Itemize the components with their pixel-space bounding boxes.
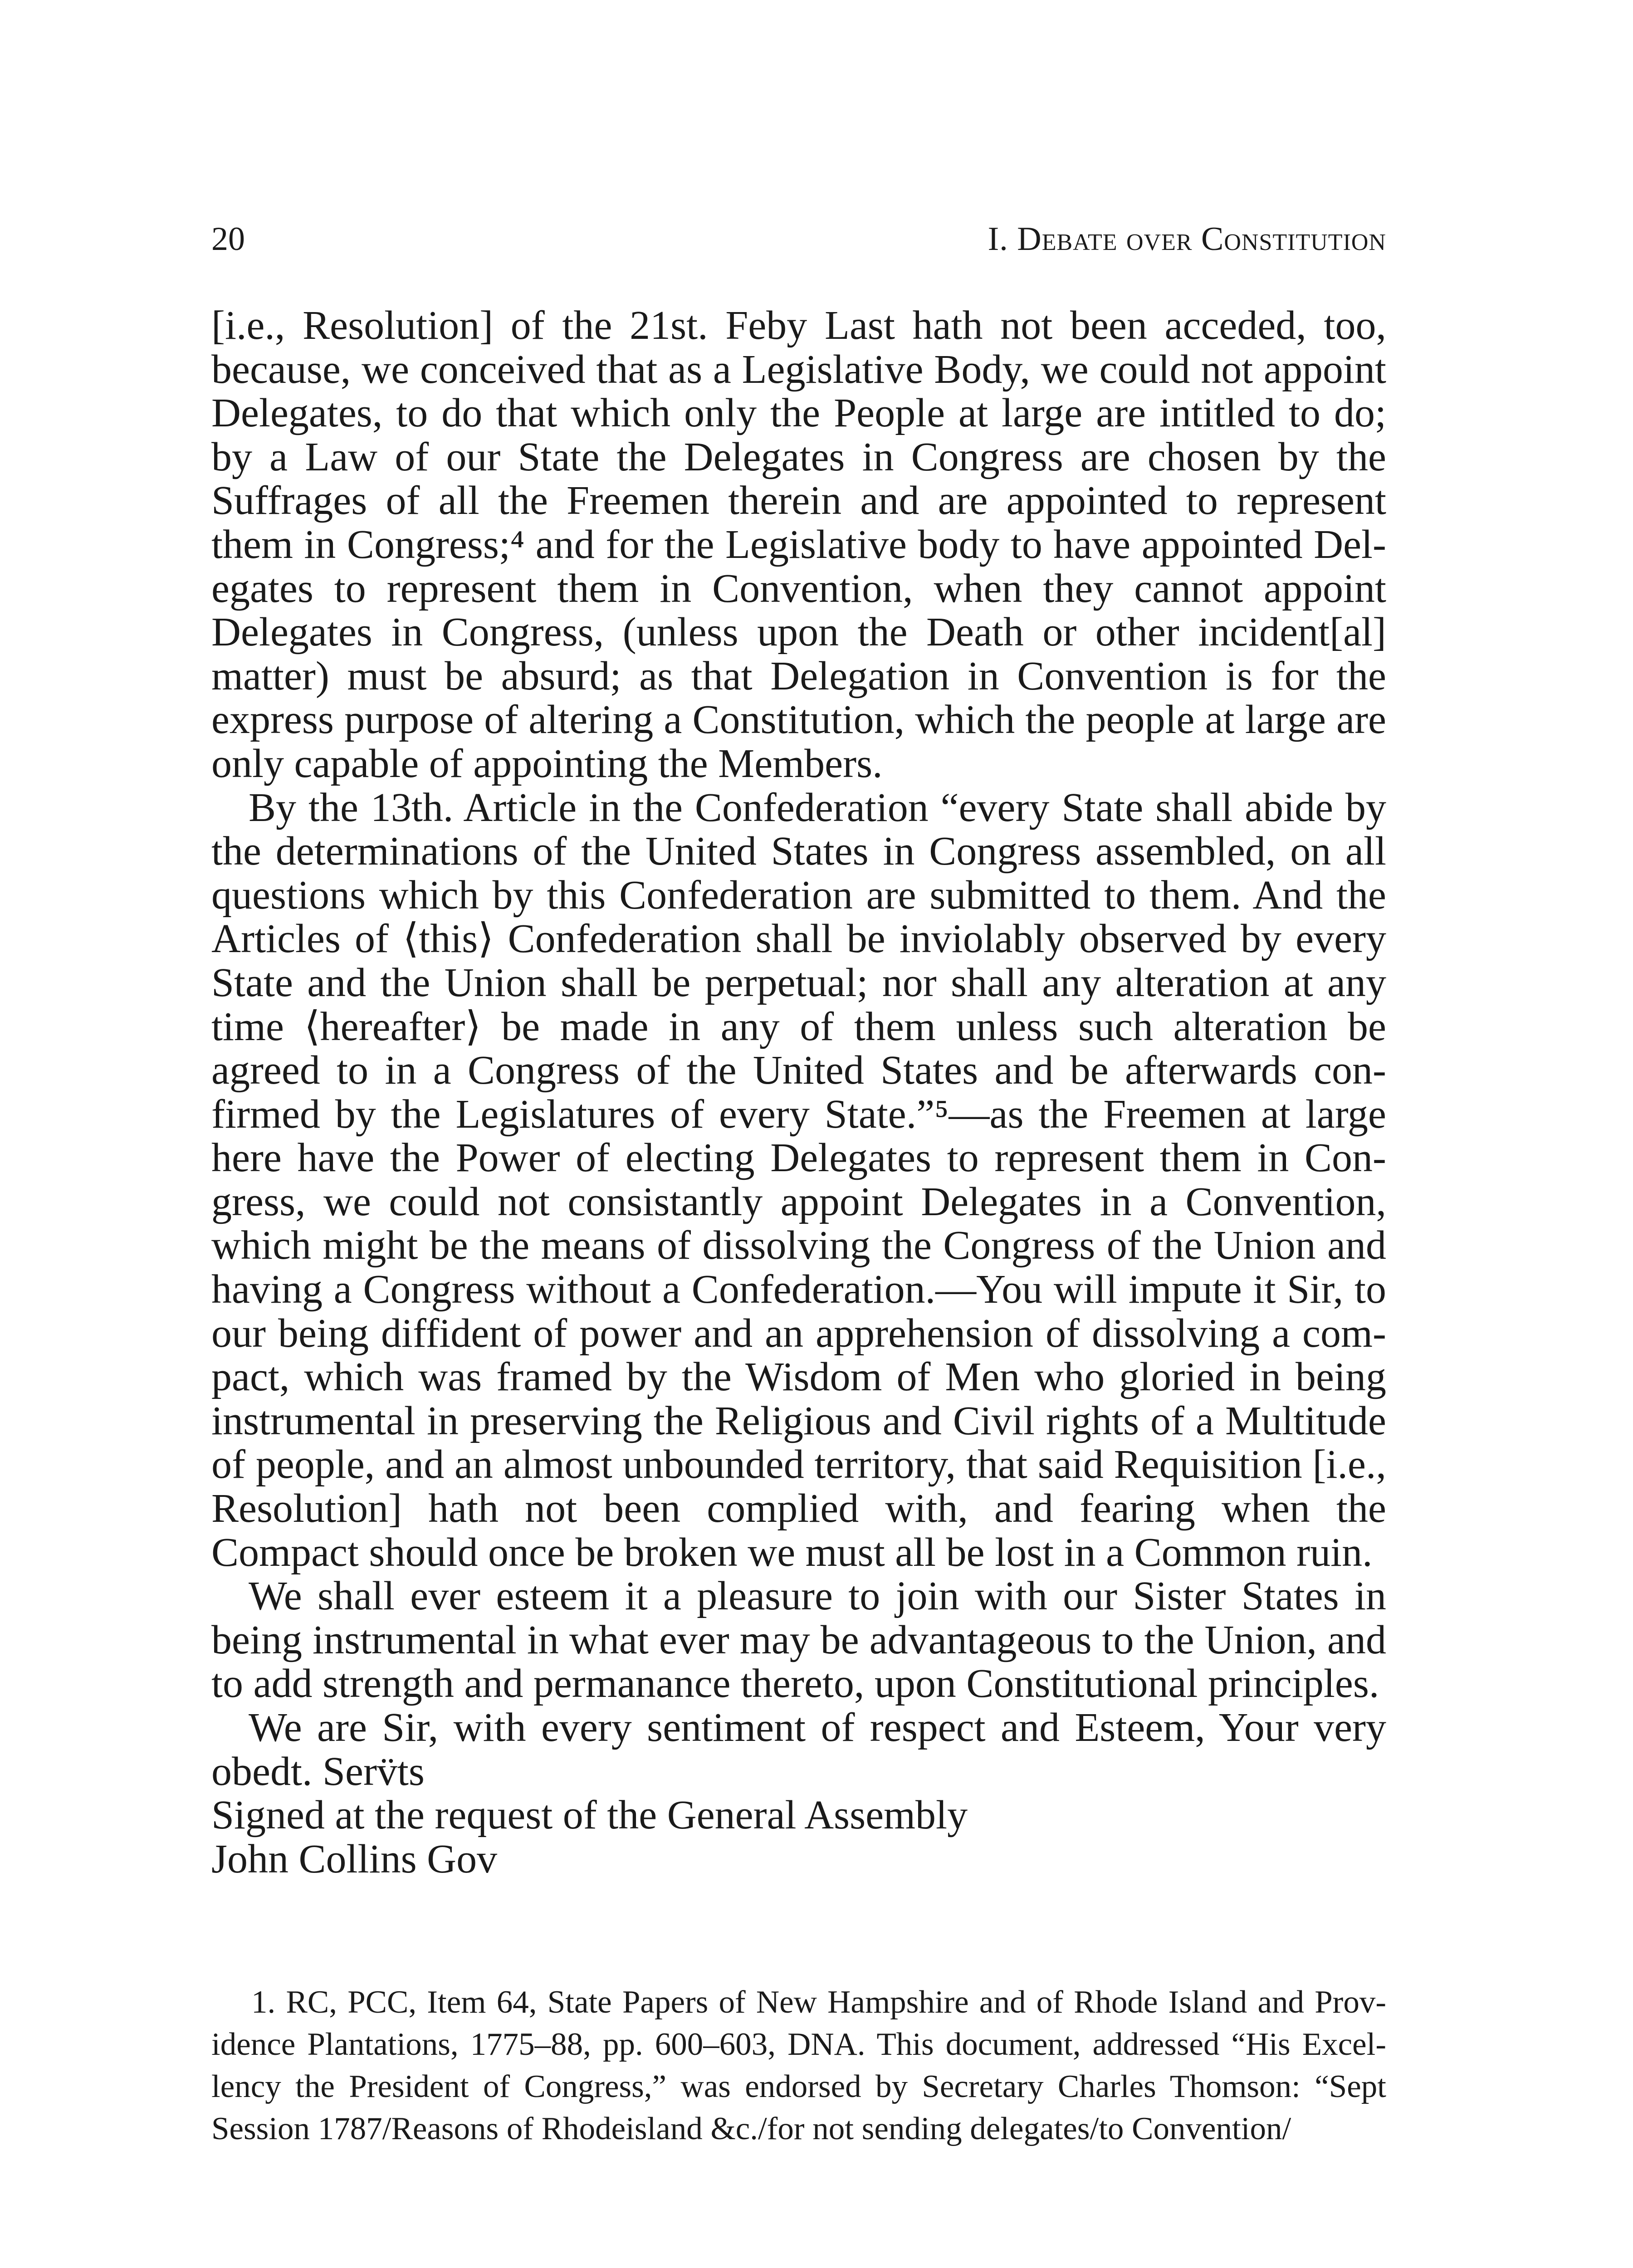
letter-body [211,304,1386,1881]
body-paragraph-3: We shall ever esteem it a pleasure to join with our Sister States in being instrumental in what ever may be advantageous to the Union, and to add strength and permanance thereto, upon Constitutional principles. [211,1574,1386,1706]
footnotes [211,1981,1386,2150]
signature-line-assembly: Signed at the request of the General Assembly [211,1793,968,1838]
running-head [211,214,1386,264]
footnote-1: 1. RC, PCC, Item 64, State Papers of New Hampshire and of Rhode Island and Providence Plantations, 1775–88, pp. 600–603, DNA. This document, addressed “His Excellency the President of Congress,” was endorsed by Secretary Charles Thomson: “Sept Session 1787/Reasons of Rhodeisland &c./for not sending delegates/to Convention/ [211,1984,1386,2146]
body-paragraph-2: By the 13th. Article in the Confederation “every State shall abide by the determinations of the United States in Congress assembled, on all questions which by this Confederation are submitted to them. And the Articles of ⟨this⟩ Confederation shall be inviolably observed by every State and the Union shall be perpetual; nor shall any alteration at any time ⟨hereafter⟩ be made in any of them unless such alteration be agreed to in a Congress of the United States and be afterwards confirmed by the Legislatures of every State.”⁵—as the Freemen at large here have the Power of electing Delegates to represent them in Congress, we could not consistantly appoint Delegates in a Convention, which might be the means of dissolving the Congress of the Union and having a Congress without a Confederation.—You will impute it Sir, to our being diffident of power and an apprehension of dissolving a compact, which was framed by the Wisdom of Men who gloried in being instrumental in preserving the Religious and Civil rights of a Multitude of people, and an almost unbounded territory, that said Requisition [i.e., Resolution] hath not been complied with, and fearing when the Compact should once be broken we must all be lost in a Common ruin. [211,785,1386,1575]
page-number: 20 [211,220,245,258]
running-head-title: I. Debate over Constitution [988,220,1386,258]
body-paragraph-4: We are Sir, with every sentiment of respect and Esteem, Your very obedt. Serv̈ts [211,1705,1386,1794]
body-paragraph-1: [i.e., Resolution] of the 21st. Feby Last hath not been acceded, too, because, we conceived that as a Legislative Body, we could not appoint Delegates, to do that which only the People at large are intitled to do; by a Law of our State the Delegates in Congress are chosen by the Suffrages of all the Freemen therein and are appointed to represent them in Congress;⁴ and for the Legislative body to have appointed Delegates to represent them in Convention, when they cannot appoint Delegates in Congress, (unless upon the Death or other incident[al] matter) must be absurd; as that Delegation in Convention is for the express purpose of altering a Constitution, which the people at large are only capable of appointing the Members. [211,303,1386,786]
signature-line-governor: John Collins Gov [211,1836,498,1882]
